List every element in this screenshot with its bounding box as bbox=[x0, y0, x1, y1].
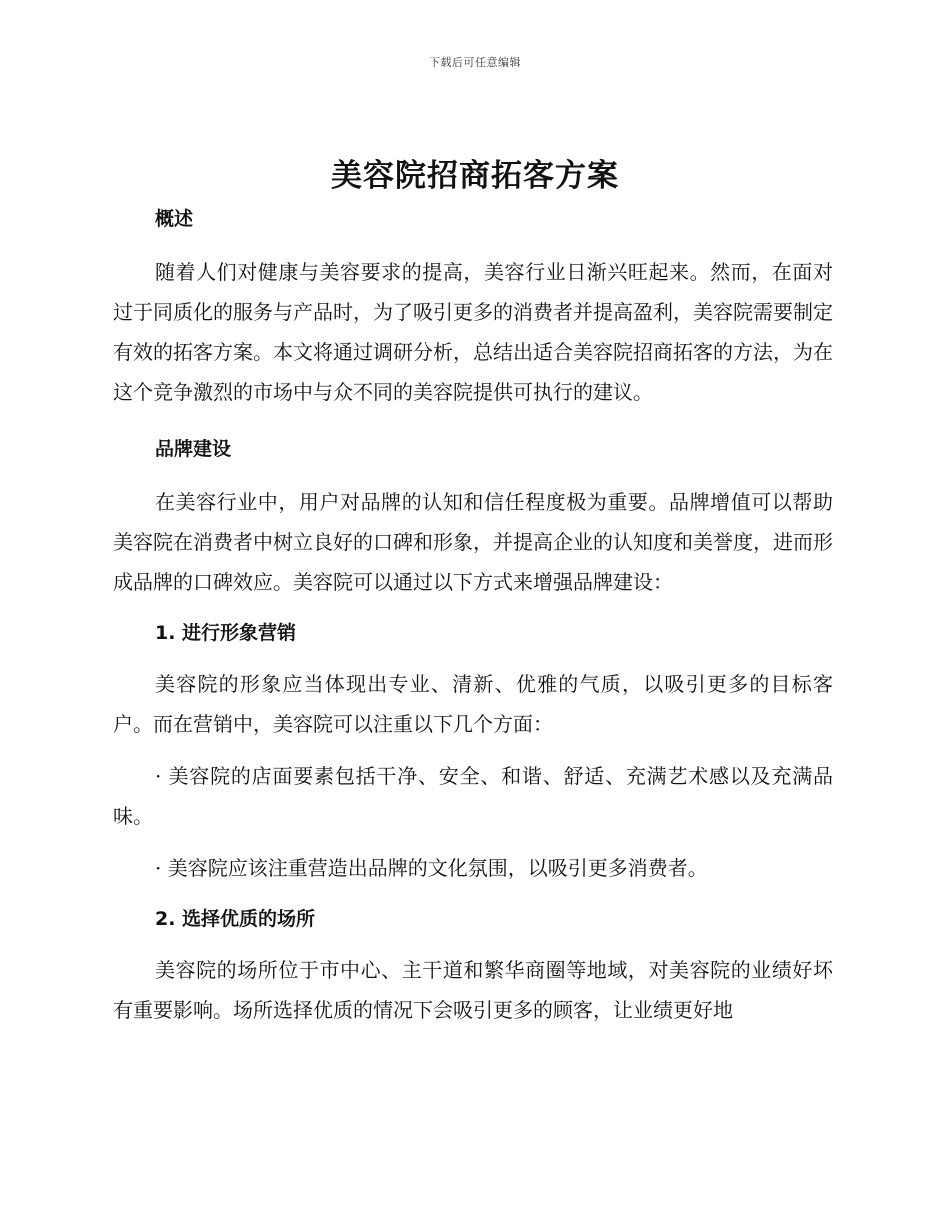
paragraph-overview: 随着人们对健康与美容要求的提高，美容行业日渐兴旺起来。然而，在面对过于同质化的服务与产品时，为了吸引更多的消费者并提高盈利，美容院需要制定有效的拓客方案。本文将通过调研分析，总结出适合美容院招商拓客的方法，为在这个竞争激烈的市场中与众不同的美容院提供可执行的建议。 bbox=[113, 260, 833, 404]
paragraph-brand: 在美容行业中，用户对品牌的认知和信任程度极为重要。品牌增值可以帮助美容院在消费者中树立良好的口碑和形象，并提高企业的认知度和美誉度，进而形成品牌的口碑效应。美容院可以通过以下方式来增强品牌建设： bbox=[113, 490, 833, 594]
bullet-item-storefront: · 美容院的店面要素包括干净、安全、和谐、舒适、充满艺术感以及充满品味。 bbox=[113, 764, 833, 828]
paragraph-location: 美容院的场所位于市中心、主干道和繁华商圈等地域，对美容院的业绩好坏有重要影响。场所选择优质的情况下会吸引更多的顾客，让业绩更好地 bbox=[113, 958, 833, 1022]
header-note: 下载后可任意编辑 bbox=[429, 56, 521, 69]
paragraph-image-marketing: 美容院的形象应当体现出专业、清新、优雅的气质，以吸引更多的目标客户。而在营销中，美容院可以注重以下几个方面： bbox=[113, 672, 833, 736]
bullet-item-culture: · 美容院应该注重营造出品牌的文化氛围，以吸引更多消费者。 bbox=[155, 856, 708, 880]
section-heading-image-marketing: 1. 进行形象营销 bbox=[155, 622, 297, 644]
document-title: 美容院招商拓客方案 bbox=[331, 158, 619, 194]
section-heading-location: 2. 选择优质的场所 bbox=[155, 908, 316, 930]
document-body bbox=[113, 200, 833, 1030]
section-heading-overview: 概述 bbox=[155, 208, 194, 230]
section-heading-brand: 品牌建设 bbox=[155, 438, 232, 460]
